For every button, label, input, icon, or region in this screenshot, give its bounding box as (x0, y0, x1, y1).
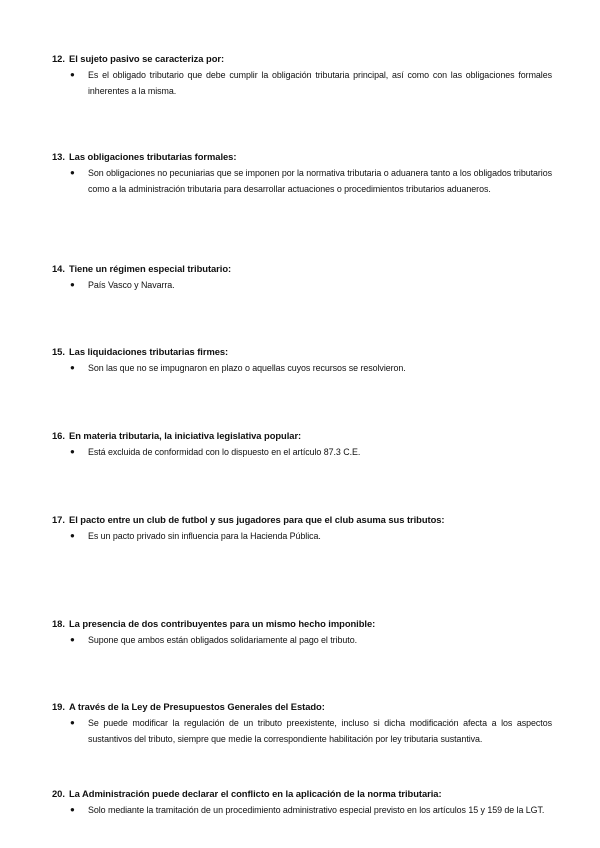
answer-text: Son obligaciones no pecuniarias que se imponen por la normativa tributaria o aduanera tanto a los obligados tributarios como a la administración tributaria para desarrollar actuaciones o procedimientos tributarios aduaneros. (88, 168, 552, 194)
bullet-icon: ● (70, 70, 75, 79)
question-text: El sujeto pasivo se caracteriza por: (69, 53, 225, 64)
answer-text: Es el obligado tributario que debe cumplir la obligación tributaria principal, así como con las obligaciones formales inherentes a la misma. (88, 70, 552, 96)
bullet-icon: ● (70, 168, 75, 177)
question-text: En materia tributaria, la iniciativa legislativa popular: (69, 430, 302, 441)
answer-item (52, 277, 552, 293)
question-text: Tiene un régimen especial tributario: (69, 263, 232, 274)
question-number: 19. (52, 701, 65, 712)
question-text: Las obligaciones tributarias formales: (69, 151, 237, 162)
bullet-icon: ● (70, 280, 75, 289)
answer-text: Está excluida de conformidad con lo dispuesto en el artículo 87.3 C.E. (88, 447, 361, 457)
question-text: El pacto entre un club de futbol y sus jugadores para que el club asuma sus tributos: (69, 514, 445, 525)
question-text: La presencia de dos contribuyentes para un mismo hecho imponible: (69, 618, 376, 629)
answer-text: Se puede modificar la regulación de un tributo preexistente, incluso si dicha modificación afecta a los aspectos sustantivos del tributo, siempre que medie la correspondiente habilitación por ley tributaria sustantiva. (88, 718, 552, 744)
question-number: 20. (52, 788, 65, 799)
question-16 (52, 429, 552, 460)
question-14 (52, 262, 552, 293)
question-title (52, 617, 552, 630)
answer-item (52, 360, 552, 376)
question-number: 16. (52, 430, 65, 441)
bullet-icon: ● (70, 363, 75, 372)
bullet-icon: ● (70, 805, 75, 814)
question-15 (52, 345, 552, 376)
answer-text: Son las que no se impugnaron en plazo o aquellas cuyos recursos se resolvieron. (88, 363, 406, 373)
question-12 (52, 52, 552, 99)
question-title (52, 429, 552, 442)
answer-item (52, 802, 552, 818)
question-13 (52, 150, 552, 197)
bullet-icon: ● (70, 635, 75, 644)
question-title (52, 787, 552, 800)
question-number: 15. (52, 346, 65, 357)
answer-item (52, 715, 552, 747)
question-text: A través de la Ley de Presupuestos Generales del Estado: (69, 701, 325, 712)
question-title (52, 150, 552, 163)
answer-item (52, 165, 552, 197)
question-number: 17. (52, 514, 65, 525)
answer-item (52, 528, 552, 544)
question-title (52, 345, 552, 358)
bullet-icon: ● (70, 531, 75, 540)
answer-text: Es un pacto privado sin influencia para la Hacienda Pública. (88, 531, 321, 541)
bullet-icon: ● (70, 718, 75, 727)
question-title (52, 262, 552, 275)
question-text: La Administración puede declarar el conflicto en la aplicación de la norma tributaria: (69, 788, 442, 799)
question-number: 18. (52, 618, 65, 629)
answer-text: Supone que ambos están obligados solidariamente al pago el tributo. (88, 635, 358, 645)
question-17 (52, 513, 552, 544)
question-20 (52, 787, 552, 818)
question-18 (52, 617, 552, 648)
answer-text: País Vasco y Navarra. (88, 280, 175, 290)
question-number: 13. (52, 151, 65, 162)
answer-item (52, 444, 552, 460)
question-title (52, 52, 552, 65)
question-19 (52, 700, 552, 747)
answer-text: Solo mediante la tramitación de un procedimiento administrativo especial previsto en los artículos 15 y 159 de la LGT. (88, 805, 545, 815)
answer-item (52, 67, 552, 99)
question-text: Las liquidaciones tributarias firmes: (69, 346, 229, 357)
question-title (52, 700, 552, 713)
bullet-icon: ● (70, 447, 75, 456)
question-number: 14. (52, 263, 65, 274)
question-title (52, 513, 552, 526)
question-number: 12. (52, 53, 65, 64)
answer-item (52, 632, 552, 648)
